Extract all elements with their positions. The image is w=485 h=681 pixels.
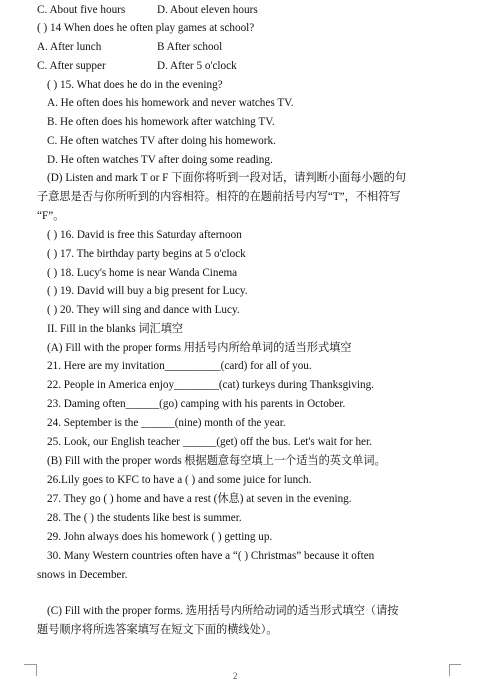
- fill-item-28: 28. The ( ) the students like best is summer.: [47, 512, 242, 524]
- q15-option-d: D. He often watches TV after doing some reading.: [47, 154, 273, 166]
- fill-item-26: 26.Lily goes to KFC to have a ( ) and some juice for lunch.: [47, 474, 312, 486]
- crop-mark-right-vertical: [449, 664, 450, 676]
- crop-mark-left-vertical: [36, 664, 37, 676]
- crop-mark-left: [24, 664, 36, 675]
- q13-option-d: D. About eleven hours: [157, 4, 258, 16]
- q14-option-a: A. After lunch: [37, 41, 102, 53]
- fill-item-24: 24. September is the ______(nine) month of the year.: [47, 417, 286, 429]
- q14-option-b: B After school: [157, 41, 223, 53]
- part2-title: II. Fill in the blanks 词汇填空: [47, 323, 184, 335]
- fill-item-25: 25. Look, our English teacher ______(get) off the bus. Let's wait for her.: [47, 436, 372, 448]
- tf-item-19: ( ) 19. David will buy a big present for Lucy.: [47, 285, 248, 297]
- fill-item-27: 27. They go ( ) home and have a rest (休息) at seven in the evening.: [47, 493, 352, 505]
- fill-item-30-line2: snows in December.: [37, 569, 128, 581]
- tf-item-16: ( ) 16. David is free this Saturday afternoon: [47, 229, 242, 241]
- section-d-heading-line1: (D) Listen and mark T or F 下面你将听到一段对话，请判断小面每小题的句: [47, 172, 407, 184]
- fill-item-23: 23. Daming often______(go) camping with his parents in October.: [47, 398, 346, 410]
- fill-item-29: 29. John always does his homework ( ) getting up.: [47, 531, 273, 543]
- tf-item-18: ( ) 18. Lucy's home is near Wanda Cinema: [47, 267, 238, 279]
- tf-item-20: ( ) 20. They will sing and dance with Lucy.: [47, 304, 240, 316]
- q14-option-d: D. After 5 o'clock: [157, 60, 237, 72]
- part2-b-heading: (B) Fill with the proper words 根据题意每空填上一个适当的英文单词。: [47, 455, 386, 467]
- fill-item-21: 21. Here are my invitation__________(card) for all of you.: [47, 360, 312, 372]
- tf-item-17: ( ) 17. The birthday party begins at 5 o'clock: [47, 248, 246, 260]
- q14-option-c: C. After supper: [37, 60, 106, 72]
- page-number: 2: [233, 671, 238, 681]
- part2-c-heading-line2: 题号顺序将所选答案填写在短文下面的横线处）。: [37, 624, 278, 636]
- section-d-heading-line2: 子意思是否与你所听到的内容相符。相符的在题前括号内写“T”，不相符写: [37, 191, 401, 203]
- q14-stem: ( ) 14 When does he often play games at school?: [37, 22, 255, 34]
- fill-item-30-line1: 30. Many Western countries often have a “( ) Christmas” because it often: [47, 550, 375, 562]
- part2-a-heading: (A) Fill with the proper forms 用括号内所给单词的适当形式填空: [47, 342, 352, 354]
- q15-stem: ( ) 15. What does he do in the evening?: [47, 79, 223, 91]
- spellcheck-underline: [62, 411, 100, 414]
- section-d-heading-line3: “F”。: [37, 210, 65, 222]
- q15-option-c: C. He often watches TV after doing his homework.: [47, 135, 276, 147]
- crop-mark-right: [449, 664, 461, 675]
- fill-item-22: 22. People in America enjoy________(cat) turkeys during Thanksgiving.: [47, 379, 374, 391]
- q15-option-a: A. He often does his homework and never watches TV.: [47, 97, 294, 109]
- part2-c-heading-line1: (C) Fill with the proper forms. 选用括号内所给动词的适当形式填空（请按: [47, 605, 399, 617]
- q13-option-c: C. About five hours: [37, 4, 126, 16]
- q15-option-b: B. He often does his homework after watching TV.: [47, 116, 275, 128]
